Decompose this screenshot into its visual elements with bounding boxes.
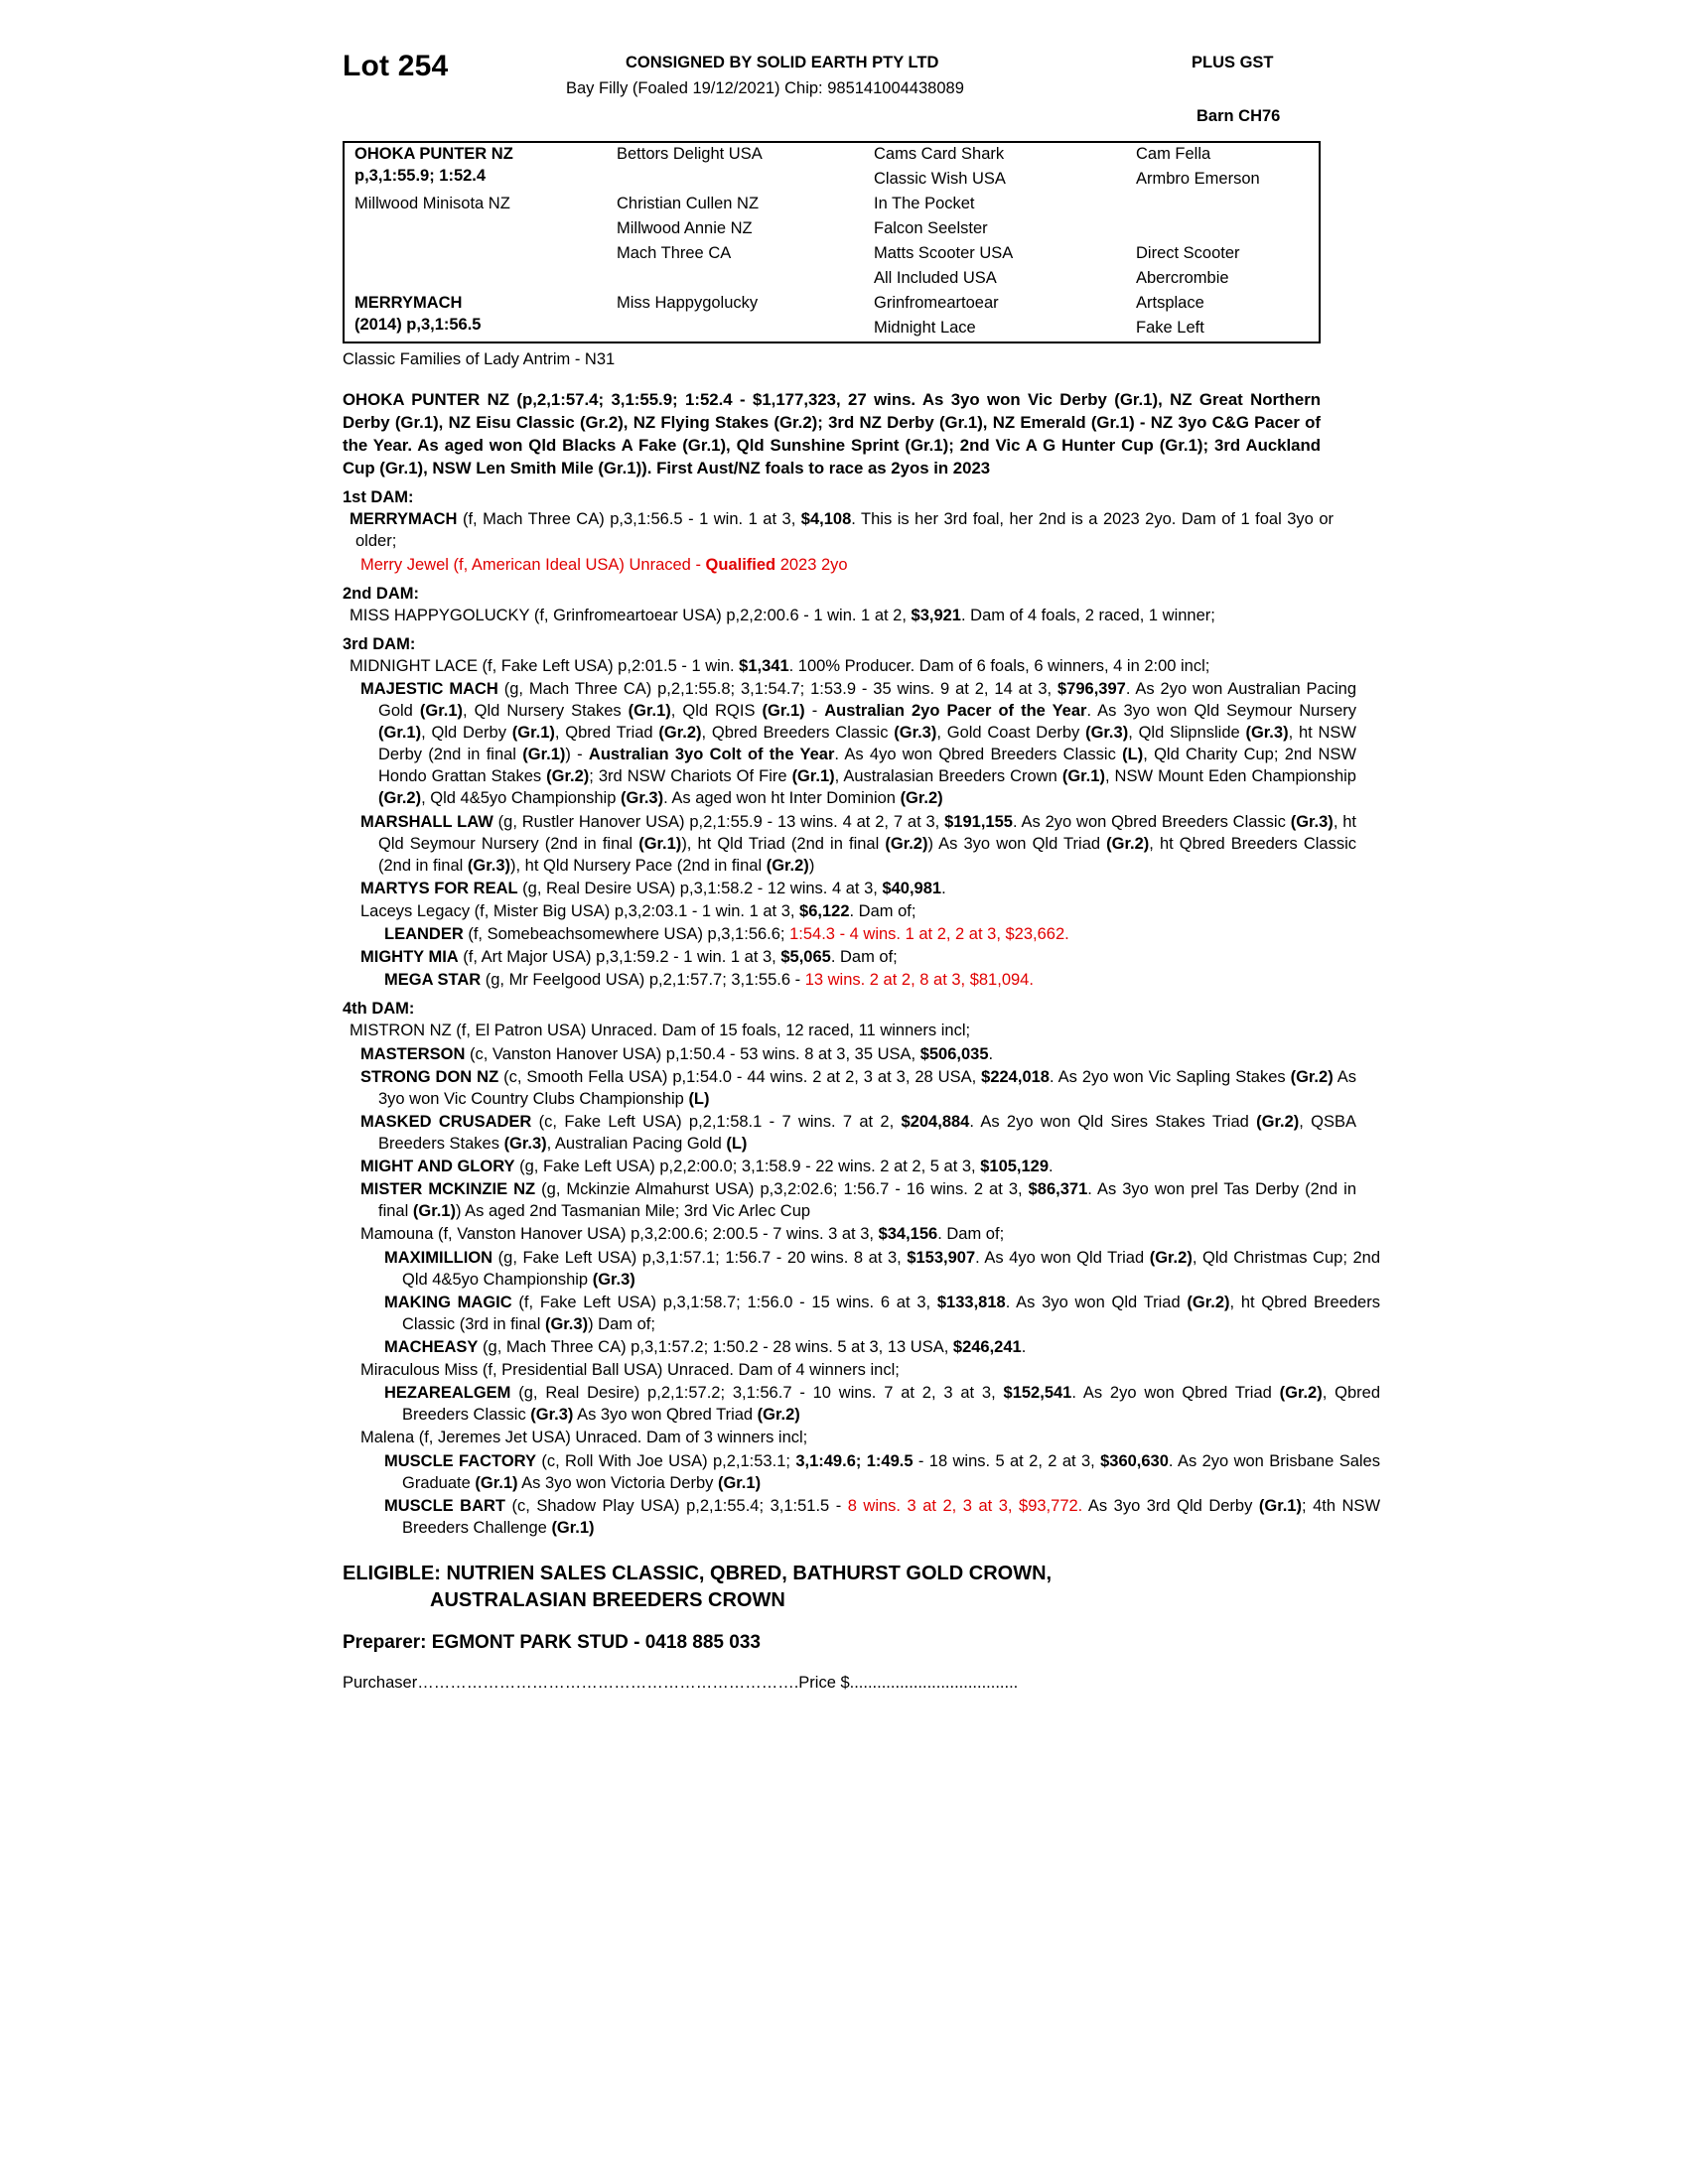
entry-name: MERRYMACH	[350, 510, 458, 529]
first-dam-entry	[343, 508, 1334, 552]
entry-text: (g, Fake Left USA) p,3,1:57.1; 1:56.7 - 20 wins. 8 at 3, $153,907. As 4yo won Qld Triad (Gr.2), Qld Christmas Cup; 2nd Qld 4&5yo Championship (Gr.3)	[402, 1248, 1380, 1289]
entry-name: Miraculous Miss	[360, 1361, 479, 1380]
ped-cell: Grinfromeartoear	[874, 294, 999, 312]
list-item	[343, 1292, 1380, 1335]
dam-record: (2014) p,3,1:56.5	[354, 315, 482, 334]
ped-cell: Cam Fella	[1136, 145, 1211, 163]
consignor-line: CONSIGNED BY SOLID EARTH PTY LTD	[626, 54, 939, 71]
ped-cell: Falcon Seelster	[874, 219, 988, 237]
list-item	[343, 1066, 1356, 1110]
entry-highlight: 8 wins. 3 at 2, 3 at 3, $93,772.	[847, 1496, 1083, 1515]
entry-text: (c, Vanston Hanover USA) p,1:50.4 - 53 wins. 8 at 3, 35 USA, $506,035.	[465, 1044, 994, 1063]
dam-sire: Mach Three CA	[617, 244, 732, 262]
entry-name: MISTRON NZ	[350, 1022, 452, 1040]
list-item	[343, 878, 1356, 899]
sire-summary: OHOKA PUNTER NZ (p,2,1:57.4; 3,1:55.9; 1:52.4 - $1,177,323, 27 wins. As 3yo won Vic Derby (Gr.1), NZ Great Northern Derby (Gr.1), NZ Eisu Classic (Gr.2), NZ Flying Stakes (Gr.2); 3rd NZ Derby (Gr.1), NZ Emerald (Gr.1) - NZ 3yo C&G Pacer of the Year. As aged won Qld Blacks A Fake (Gr.1), Qld Sunshine Sprint (Gr.1); 2nd Vic A G Hunter Cup (Gr.1); 3rd Auckland Cup (Gr.1), NSW Len Smith Mile (Gr.1)). First Aust/NZ foals to race as 2yos in 2023	[343, 390, 1321, 478]
list-item	[343, 1359, 1356, 1381]
entry-text: (g, Mach Three CA) p,2,1:55.8; 3,1:54.7; 1:53.9 - 35 wins. 9 at 2, 14 at 3, $796,397. As 2yo won Australian Pacing Gold (Gr.1), Qld Nursery Stakes (Gr.1), Qld RQIS (Gr.1) - Australian 2yo Pacer of the Year. As 3yo won Qld Seymour Nursery (Gr.1), Qld Derby (Gr.1), Qbred Triad (Gr.2), Qbred Breeders Classic (Gr.3), Gold Coast Derby (Gr.3), Qld Slipnslide (Gr.3), ht NSW Derby (2nd in final (Gr.1)) - Australian 3yo Colt of the Year. As 4yo won Qbred Breeders Classic (L), Qld Charity Cup; 2nd NSW Hondo Grattan Stakes (Gr.2); 3rd NSW Chariots Of Fire (Gr.1), Australasian Breeders Crown (Gr.1), NSW Mount Eden Championship (Gr.2), Qld 4&5yo Championship (Gr.3). As aged won ht Inter Dominion (Gr.2)	[378, 679, 1357, 808]
barn-label: Barn CH76	[1196, 107, 1281, 125]
entry-name: MIDNIGHT LACE	[350, 656, 478, 675]
entry-name: MARTYS FOR REAL	[360, 879, 518, 897]
ped-cell: In The Pocket	[874, 195, 975, 212]
table-row	[345, 242, 1368, 267]
pedigree-table	[343, 141, 1321, 343]
list-item	[343, 923, 1380, 945]
ped-cell: Christian Cullen NZ	[617, 195, 760, 212]
list-item	[343, 969, 1380, 991]
fourth-dam-entry	[343, 1020, 1334, 1041]
ped-cell: Matts Scooter USA	[874, 244, 1014, 262]
ped-cell: Midnight Lace	[874, 319, 976, 337]
purchaser-line: Purchaser…………………………………………………………….Price $.....................................	[343, 1673, 1019, 1692]
list-item	[343, 811, 1356, 877]
list-item	[343, 1336, 1380, 1358]
entry-text: (f, El Patron USA) Unraced. Dam of 15 foals, 12 raced, 11 winners incl;	[451, 1022, 971, 1040]
list-item	[343, 1111, 1356, 1155]
entry-text: (f, Somebeachsomewhere USA) p,3,1:56.6;	[463, 925, 790, 944]
ped-cell: Millwood Annie NZ	[617, 219, 753, 237]
list-item	[343, 1450, 1380, 1494]
sire-name: OHOKA PUNTER NZ	[354, 145, 513, 163]
entry-name: MEGA STAR	[384, 971, 482, 990]
second-dam-label: 2nd DAM:	[343, 584, 419, 603]
entry-text: (g, Real Desire) p,2,1:57.2; 3,1:56.7 - 10 wins. 7 at 2, 3 at 3, $152,541. As 2yo won Qbred Triad (Gr.2), Qbred Breeders Classic (Gr.3) As 3yo won Qbred Triad (Gr.2)	[402, 1384, 1380, 1425]
sire-cell	[345, 143, 607, 193]
entry-name: Malena	[360, 1429, 415, 1447]
entry-name: MACHEASY	[384, 1337, 479, 1356]
third-dam-label: 3rd DAM:	[343, 634, 416, 653]
entry-text: (f, Grinfromeartoear USA) p,2,2:00.6 - 1 win. 1 at 2, $3,921. Dam of 4 foals, 2 raced, 1 winner;	[529, 606, 1215, 624]
entry-name: STRONG DON NZ	[360, 1067, 499, 1086]
entry-name: MARSHALL LAW	[360, 812, 493, 831]
entry-text: (f, Fake Left USA) p,3,1:58.7; 1:56.0 - 15 wins. 6 at 3, $133,818. As 3yo won Qld Triad (Gr.2), ht Qbred Breeders Classic (3rd in final (Gr.3)) Dam of;	[402, 1293, 1380, 1333]
entry-text: (g, Rustler Hanover USA) p,2,1:55.9 - 13 wins. 4 at 2, 7 at 3, $191,155. As 2yo won Qbred Breeders Classic (Gr.3), ht Qld Seymour Nursery (2nd in final (Gr.1)), ht Qld Triad (2nd in final (Gr.2)) As 3yo won Qld Triad (Gr.2), ht Qbred Breeders Classic (2nd in final (Gr.3)), ht Qld Nursery Pace (2nd in final (Gr.2))	[378, 812, 1357, 875]
ped-cell: Artsplace	[1136, 294, 1204, 312]
entry-text: (f, Mach Three CA) p,3,1:56.5 - 1 win. 1 at 3, $4,108. This is her 3rd foal, her 2nd is a 2023 2yo. Dam of 1 foal 3yo or older;	[355, 510, 1335, 551]
entry-name: MUSCLE BART	[384, 1496, 506, 1515]
entry-highlight: 1:54.3 - 4 wins. 1 at 2, 2 at 3, $23,662.	[789, 925, 1069, 944]
sire-dam: Millwood Minisota NZ	[354, 195, 510, 212]
table-row	[345, 292, 1368, 317]
list-item	[343, 1043, 1356, 1065]
entry-text: (f, Art Major USA) p,3,1:59.2 - 1 win. 1 at 3, $5,065. Dam of;	[458, 948, 898, 967]
dam-dam: Miss Happygolucky	[617, 294, 759, 312]
entry-highlight: 13 wins. 2 at 2, 8 at 3, $81,094.	[804, 971, 1034, 990]
eligible-line-1: ELIGIBLE: NUTRIEN SALES CLASSIC, QBRED, BATHURST GOLD CROWN,	[343, 1562, 1053, 1584]
preparer-line: Preparer: EGMONT PARK STUD - 0418 885 033	[343, 1631, 761, 1653]
entry-text: (g, Mckinzie Almahurst USA) p,3,2:02.6; 1:56.7 - 16 wins. 2 at 3, $86,371. As 3yo won prel Tas Derby (2nd in final (Gr.1)) As aged 2nd Tasmanian Mile; 3rd Vic Arlec Cup	[378, 1180, 1357, 1221]
list-item	[343, 1247, 1380, 1291]
entry-name: MIGHTY MIA	[360, 948, 459, 967]
list-item	[343, 1495, 1380, 1539]
entry-text: (g, Fake Left USA) p,2,2:00.0; 3,1:58.9 - 22 wins. 2 at 2, 5 at 3, $105,129.	[514, 1158, 1054, 1176]
dam-name-cell	[345, 292, 607, 341]
entry-text: (f, Vanston Hanover USA) p,3,2:00.6; 2:00.5 - 7 wins. 3 at 3, $34,156. Dam of;	[433, 1225, 1005, 1244]
third-dam-entry	[343, 655, 1334, 677]
entry-text: (g, Mach Three CA) p,3,1:57.2; 1:50.2 - 28 wins. 5 at 3, 13 USA, $246,241.	[478, 1337, 1027, 1356]
entry-text: (f, Mister Big USA) p,3,2:03.1 - 1 win. 1 at 3, $6,122. Dam of;	[470, 902, 916, 921]
entry-text: (c, Fake Left USA) p,2,1:58.1 - 7 wins. 7 at 2, $204,884. As 2yo won Qld Sires Stakes Triad (Gr.2), QSBA Breeders Stakes (Gr.3), Australian Pacing Gold (L)	[378, 1112, 1357, 1153]
first-dam-label: 1st DAM:	[343, 488, 414, 507]
fourth-dam-label: 4th DAM:	[343, 1000, 415, 1019]
lot-number: Lot 254	[343, 50, 449, 82]
dam-name: MERRYMACH	[354, 294, 463, 312]
entry-name: MASTERSON	[360, 1044, 466, 1063]
list-item	[343, 1178, 1356, 1222]
ped-cell: Direct Scooter	[1136, 244, 1240, 262]
entry-name: HEZAREALGEM	[384, 1384, 511, 1403]
ped-cell: Cams Card Shark	[874, 145, 1005, 163]
entry-name: Mamouna	[360, 1225, 434, 1244]
list-item	[343, 1382, 1380, 1426]
entry-text: (g, Mr Feelgood USA) p,2,1:57.7; 3,1:55.6 -	[481, 971, 805, 990]
table-row	[345, 193, 1368, 217]
classic-family-line: Classic Families of Lady Antrim - N31	[343, 350, 616, 368]
entry-name: LEANDER	[384, 925, 464, 944]
list-item	[343, 946, 1356, 968]
eligible-line-2: AUSTRALASIAN BREEDERS CROWN	[430, 1588, 785, 1611]
first-dam-progeny	[343, 554, 1356, 576]
eligible-block	[343, 1561, 1589, 1614]
sire-record: p,3,1:55.9; 1:52.4	[354, 166, 487, 185]
entry-name: Laceys Legacy	[360, 902, 471, 921]
entry-name: MISTER MCKINZIE NZ	[360, 1180, 536, 1199]
entry-name: MAKING MAGIC	[384, 1293, 512, 1311]
entry-text: (g, Real Desire USA) p,3,1:58.2 - 12 wins. 4 at 3, $40,981.	[517, 879, 946, 897]
second-dam-entry	[343, 605, 1334, 626]
entry-name: MUSCLE FACTORY	[384, 1451, 536, 1470]
entry-text: (f, Fake Left USA) p,2:01.5 - 1 win. $1,341. 100% Producer. Dam of 6 foals, 6 winners, 4 in 2:00 incl;	[477, 656, 1210, 675]
ped-cell: All Included USA	[874, 269, 997, 287]
sire-sire: Bettors Delight USA	[617, 145, 763, 163]
plus-gst-label: PLUS GST	[1192, 54, 1274, 71]
entry-text: (f, Presidential Ball USA) Unraced. Dam of 4 winners incl;	[478, 1361, 900, 1380]
list-item	[343, 1223, 1356, 1245]
entry-text: (c, Shadow Play USA) p,2,1:55.4; 3,1:51.5 -	[505, 1496, 848, 1515]
entry-text: (f, Jeremes Jet USA) Unraced. Dam of 3 winners incl;	[414, 1429, 808, 1447]
ped-cell: Fake Left	[1136, 319, 1204, 337]
entry-name: MIGHT AND GLORY	[360, 1158, 515, 1176]
dam-cell	[345, 242, 607, 292]
list-item	[343, 900, 1356, 922]
list-item	[343, 1427, 1356, 1448]
ped-cell: Armbro Emerson	[1136, 170, 1260, 188]
entry-name: MAXIMILLION	[384, 1248, 493, 1267]
ped-cell: Abercrombie	[1136, 269, 1229, 287]
entry-text: Merry Jewel (f, American Ideal USA) Unraced - Qualified 2023 2yo	[360, 555, 848, 574]
entry-name: MISS HAPPYGOLUCKY	[350, 606, 530, 624]
list-item	[343, 1156, 1356, 1177]
entry-name: MASKED CRUSADER	[360, 1112, 532, 1131]
list-item	[343, 678, 1356, 810]
entry-tail: As 3yo 3rd Qld Derby (Gr.1); 4th NSW Breeders Challenge (Gr.1)	[402, 1496, 1381, 1537]
foal-description: Bay Filly (Foaled 19/12/2021) Chip: 985141004438089	[566, 79, 964, 97]
table-row	[345, 143, 1368, 168]
page-header	[343, 44, 1589, 135]
entry-text: (c, Roll With Joe USA) p,2,1:53.1; 3,1:49.6; 1:49.5 - 18 wins. 5 at 2, 2 at 3, $360,630. As 2yo won Brisbane Sales Graduate (Gr.1) As 3yo won Victoria Derby (Gr.1)	[402, 1451, 1380, 1492]
ped-cell: Classic Wish USA	[874, 170, 1006, 188]
entry-text: (c, Smooth Fella USA) p,1:54.0 - 44 wins. 2 at 2, 3 at 3, 28 USA, $224,018. As 2yo won Vic Sapling Stakes (Gr.2) As 3yo won Vic Country Clubs Championship (L)	[378, 1067, 1357, 1108]
entry-name: MAJESTIC MACH	[360, 679, 498, 698]
